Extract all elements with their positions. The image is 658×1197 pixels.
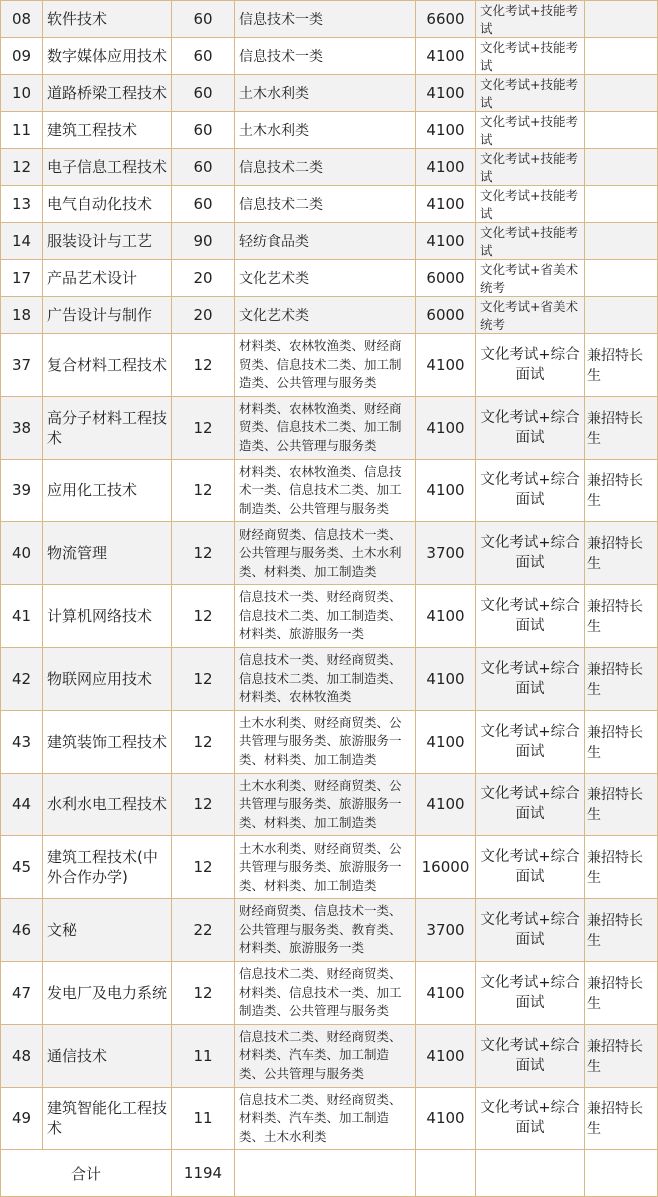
exam-method-cell: 文化考试+省美术统考 xyxy=(476,297,585,334)
remark-cell: 兼招特长生 xyxy=(585,459,658,522)
table-row xyxy=(1,647,658,710)
exam-category-cell: 材料类、农林牧渔类、信息技术一类、信息技术二类、加工制造类、公共管理与服务类 xyxy=(235,459,416,522)
plan-count-cell: 90 xyxy=(172,223,235,260)
table-row xyxy=(1,522,658,585)
major-code-cell: 40 xyxy=(1,522,43,585)
major-code-cell: 41 xyxy=(1,585,43,648)
exam-method-cell: 文化考试+综合面试 xyxy=(476,773,585,836)
remark-cell xyxy=(585,1,658,38)
tuition-cell: 4100 xyxy=(416,1024,476,1087)
tuition-cell: 4100 xyxy=(416,334,476,397)
major-code-cell: 14 xyxy=(1,223,43,260)
tuition-cell: 4100 xyxy=(416,396,476,459)
total-value: 1194 xyxy=(172,1150,235,1197)
table-row xyxy=(1,836,658,899)
tuition-cell: 4100 xyxy=(416,38,476,75)
total-empty-cell xyxy=(585,1150,658,1197)
major-name-cell: 产品艺术设计 xyxy=(43,260,172,297)
exam-method-cell: 文化考试+综合面试 xyxy=(476,459,585,522)
remark-cell: 兼招特长生 xyxy=(585,899,658,962)
remark-cell xyxy=(585,112,658,149)
exam-method-cell: 文化考试+综合面试 xyxy=(476,836,585,899)
total-row xyxy=(1,1150,658,1197)
exam-category-cell: 土木水利类 xyxy=(235,112,416,149)
plan-count-cell: 11 xyxy=(172,1024,235,1087)
exam-category-cell: 信息技术二类、财经商贸类、材料类、汽车类、加工制造类、公共管理与服务类 xyxy=(235,1024,416,1087)
plan-count-cell: 12 xyxy=(172,334,235,397)
major-code-cell: 11 xyxy=(1,112,43,149)
tuition-cell: 4100 xyxy=(416,647,476,710)
plan-count-cell: 60 xyxy=(172,186,235,223)
plan-count-cell: 12 xyxy=(172,647,235,710)
table-row xyxy=(1,1,658,38)
plan-count-cell: 60 xyxy=(172,1,235,38)
table-row xyxy=(1,75,658,112)
exam-category-cell: 信息技术二类、财经商贸类、材料类、汽车类、加工制造类、土木水利类 xyxy=(235,1087,416,1150)
plan-count-cell: 12 xyxy=(172,585,235,648)
table-row xyxy=(1,585,658,648)
remark-cell: 兼招特长生 xyxy=(585,1087,658,1150)
major-name-cell: 计算机网络技术 xyxy=(43,585,172,648)
major-name-cell: 建筑工程技术(中外合作办学) xyxy=(43,836,172,899)
exam-method-cell: 文化考试+技能考试 xyxy=(476,1,585,38)
plan-count-cell: 12 xyxy=(172,396,235,459)
exam-category-cell: 文化艺术类 xyxy=(235,297,416,334)
remark-cell: 兼招特长生 xyxy=(585,773,658,836)
tuition-cell: 16000 xyxy=(416,836,476,899)
remark-cell xyxy=(585,223,658,260)
tuition-cell: 4100 xyxy=(416,961,476,1024)
tuition-cell: 4100 xyxy=(416,149,476,186)
table-row xyxy=(1,297,658,334)
major-code-cell: 48 xyxy=(1,1024,43,1087)
plan-count-cell: 12 xyxy=(172,710,235,773)
exam-category-cell: 材料类、农林牧渔类、财经商贸类、信息技术二类、加工制造类、公共管理与服务类 xyxy=(235,334,416,397)
remark-cell xyxy=(585,186,658,223)
plan-count-cell: 60 xyxy=(172,38,235,75)
remark-cell: 兼招特长生 xyxy=(585,710,658,773)
total-empty-cell xyxy=(235,1150,416,1197)
total-empty-cell xyxy=(416,1150,476,1197)
table-body xyxy=(1,1,658,1150)
exam-method-cell: 文化考试+技能考试 xyxy=(476,149,585,186)
table-row xyxy=(1,260,658,297)
tuition-cell: 4100 xyxy=(416,112,476,149)
exam-category-cell: 土木水利类、财经商贸类、公共管理与服务类、旅游服务一类、材料类、加工制造类 xyxy=(235,773,416,836)
major-name-cell: 建筑智能化工程技术 xyxy=(43,1087,172,1150)
remark-cell: 兼招特长生 xyxy=(585,1024,658,1087)
exam-category-cell: 材料类、农林牧渔类、财经商贸类、信息技术二类、加工制造类、公共管理与服务类 xyxy=(235,396,416,459)
major-code-cell: 18 xyxy=(1,297,43,334)
tuition-cell: 4100 xyxy=(416,223,476,260)
tuition-cell: 4100 xyxy=(416,773,476,836)
tuition-cell: 4100 xyxy=(416,1087,476,1150)
remark-cell: 兼招特长生 xyxy=(585,836,658,899)
exam-category-cell: 信息技术二类、财经商贸类、材料类、信息技术一类、加工制造类、公共管理与服务类 xyxy=(235,961,416,1024)
plan-count-cell: 12 xyxy=(172,773,235,836)
table-row xyxy=(1,710,658,773)
major-code-cell: 17 xyxy=(1,260,43,297)
tuition-cell: 4100 xyxy=(416,186,476,223)
major-code-cell: 08 xyxy=(1,1,43,38)
major-name-cell: 电子信息工程技术 xyxy=(43,149,172,186)
plan-count-cell: 12 xyxy=(172,459,235,522)
remark-cell xyxy=(585,149,658,186)
plan-count-cell: 22 xyxy=(172,899,235,962)
major-name-cell: 服装设计与工艺 xyxy=(43,223,172,260)
plan-count-cell: 11 xyxy=(172,1087,235,1150)
exam-method-cell: 文化考试+技能考试 xyxy=(476,38,585,75)
plan-count-cell: 60 xyxy=(172,112,235,149)
table-row xyxy=(1,334,658,397)
table-row xyxy=(1,396,658,459)
remark-cell: 兼招特长生 xyxy=(585,647,658,710)
major-code-cell: 10 xyxy=(1,75,43,112)
exam-category-cell: 信息技术一类、财经商贸类、信息技术二类、加工制造类、材料类、旅游服务一类 xyxy=(235,585,416,648)
tuition-cell: 6000 xyxy=(416,297,476,334)
major-name-cell: 电气自动化技术 xyxy=(43,186,172,223)
exam-method-cell: 文化考试+综合面试 xyxy=(476,961,585,1024)
exam-category-cell: 土木水利类、财经商贸类、公共管理与服务类、旅游服务一类、材料类、加工制造类 xyxy=(235,836,416,899)
tuition-cell: 4100 xyxy=(416,585,476,648)
major-code-cell: 13 xyxy=(1,186,43,223)
major-name-cell: 通信技术 xyxy=(43,1024,172,1087)
tuition-cell: 6000 xyxy=(416,260,476,297)
tuition-cell: 3700 xyxy=(416,522,476,585)
table-row xyxy=(1,223,658,260)
exam-method-cell: 文化考试+技能考试 xyxy=(476,186,585,223)
major-code-cell: 47 xyxy=(1,961,43,1024)
table-row xyxy=(1,961,658,1024)
major-name-cell: 道路桥梁工程技术 xyxy=(43,75,172,112)
table-row xyxy=(1,1024,658,1087)
table-row xyxy=(1,459,658,522)
major-name-cell: 建筑工程技术 xyxy=(43,112,172,149)
exam-method-cell: 文化考试+技能考试 xyxy=(476,75,585,112)
major-code-cell: 38 xyxy=(1,396,43,459)
exam-category-cell: 土木水利类 xyxy=(235,75,416,112)
tuition-cell: 4100 xyxy=(416,75,476,112)
major-code-cell: 09 xyxy=(1,38,43,75)
exam-method-cell: 文化考试+综合面试 xyxy=(476,647,585,710)
exam-method-cell: 文化考试+综合面试 xyxy=(476,522,585,585)
table-row xyxy=(1,773,658,836)
plan-count-cell: 20 xyxy=(172,260,235,297)
exam-category-cell: 土木水利类、财经商贸类、公共管理与服务类、旅游服务一类、材料类、加工制造类 xyxy=(235,710,416,773)
tuition-cell: 4100 xyxy=(416,459,476,522)
exam-method-cell: 文化考试+综合面试 xyxy=(476,334,585,397)
plan-count-cell: 60 xyxy=(172,75,235,112)
exam-method-cell: 文化考试+技能考试 xyxy=(476,223,585,260)
major-code-cell: 49 xyxy=(1,1087,43,1150)
table-row xyxy=(1,112,658,149)
remark-cell xyxy=(585,38,658,75)
remark-cell xyxy=(585,75,658,112)
major-name-cell: 高分子材料工程技术 xyxy=(43,396,172,459)
table-row xyxy=(1,186,658,223)
exam-method-cell: 文化考试+综合面试 xyxy=(476,585,585,648)
table-row xyxy=(1,899,658,962)
plan-count-cell: 12 xyxy=(172,522,235,585)
major-name-cell: 应用化工技术 xyxy=(43,459,172,522)
major-name-cell: 软件技术 xyxy=(43,1,172,38)
exam-method-cell: 文化考试+综合面试 xyxy=(476,396,585,459)
table-row xyxy=(1,149,658,186)
exam-category-cell: 轻纺食品类 xyxy=(235,223,416,260)
tuition-cell: 6600 xyxy=(416,1,476,38)
major-name-cell: 物流管理 xyxy=(43,522,172,585)
major-code-cell: 44 xyxy=(1,773,43,836)
remark-cell: 兼招特长生 xyxy=(585,585,658,648)
exam-method-cell: 文化考试+综合面试 xyxy=(476,710,585,773)
exam-category-cell: 文化艺术类 xyxy=(235,260,416,297)
major-code-cell: 43 xyxy=(1,710,43,773)
remark-cell: 兼招特长生 xyxy=(585,961,658,1024)
exam-category-cell: 信息技术一类 xyxy=(235,38,416,75)
major-name-cell: 复合材料工程技术 xyxy=(43,334,172,397)
table-row xyxy=(1,38,658,75)
major-name-cell: 广告设计与制作 xyxy=(43,297,172,334)
plan-count-cell: 12 xyxy=(172,836,235,899)
remark-cell: 兼招特长生 xyxy=(585,334,658,397)
exam-method-cell: 文化考试+综合面试 xyxy=(476,1024,585,1087)
plan-count-cell: 12 xyxy=(172,961,235,1024)
remark-cell: 兼招特长生 xyxy=(585,396,658,459)
major-name-cell: 物联网应用技术 xyxy=(43,647,172,710)
exam-category-cell: 财经商贸类、信息技术一类、公共管理与服务类、教育类、材料类、旅游服务一类 xyxy=(235,899,416,962)
major-code-cell: 46 xyxy=(1,899,43,962)
major-code-cell: 12 xyxy=(1,149,43,186)
exam-category-cell: 财经商贸类、信息技术一类、公共管理与服务类、土木水利类、材料类、加工制造类 xyxy=(235,522,416,585)
exam-category-cell: 信息技术一类、财经商贸类、信息技术二类、加工制造类、材料类、农林牧渔类 xyxy=(235,647,416,710)
major-code-cell: 42 xyxy=(1,647,43,710)
major-code-cell: 37 xyxy=(1,334,43,397)
major-code-cell: 45 xyxy=(1,836,43,899)
table-row xyxy=(1,1087,658,1150)
remark-cell: 兼招特长生 xyxy=(585,522,658,585)
exam-method-cell: 文化考试+省美术统考 xyxy=(476,260,585,297)
remark-cell xyxy=(585,260,658,297)
plan-count-cell: 20 xyxy=(172,297,235,334)
exam-category-cell: 信息技术二类 xyxy=(235,149,416,186)
total-label: 合计 xyxy=(1,1150,172,1197)
major-name-cell: 数字媒体应用技术 xyxy=(43,38,172,75)
exam-method-cell: 文化考试+技能考试 xyxy=(476,112,585,149)
exam-method-cell: 文化考试+综合面试 xyxy=(476,1087,585,1150)
tuition-cell: 4100 xyxy=(416,710,476,773)
major-name-cell: 发电厂及电力系统 xyxy=(43,961,172,1024)
total-empty-cell xyxy=(476,1150,585,1197)
exam-category-cell: 信息技术一类 xyxy=(235,1,416,38)
plan-count-cell: 60 xyxy=(172,149,235,186)
major-name-cell: 建筑装饰工程技术 xyxy=(43,710,172,773)
tuition-cell: 3700 xyxy=(416,899,476,962)
remark-cell xyxy=(585,297,658,334)
major-name-cell: 水利水电工程技术 xyxy=(43,773,172,836)
exam-category-cell: 信息技术二类 xyxy=(235,186,416,223)
major-code-cell: 39 xyxy=(1,459,43,522)
major-name-cell: 文秘 xyxy=(43,899,172,962)
exam-method-cell: 文化考试+综合面试 xyxy=(476,899,585,962)
